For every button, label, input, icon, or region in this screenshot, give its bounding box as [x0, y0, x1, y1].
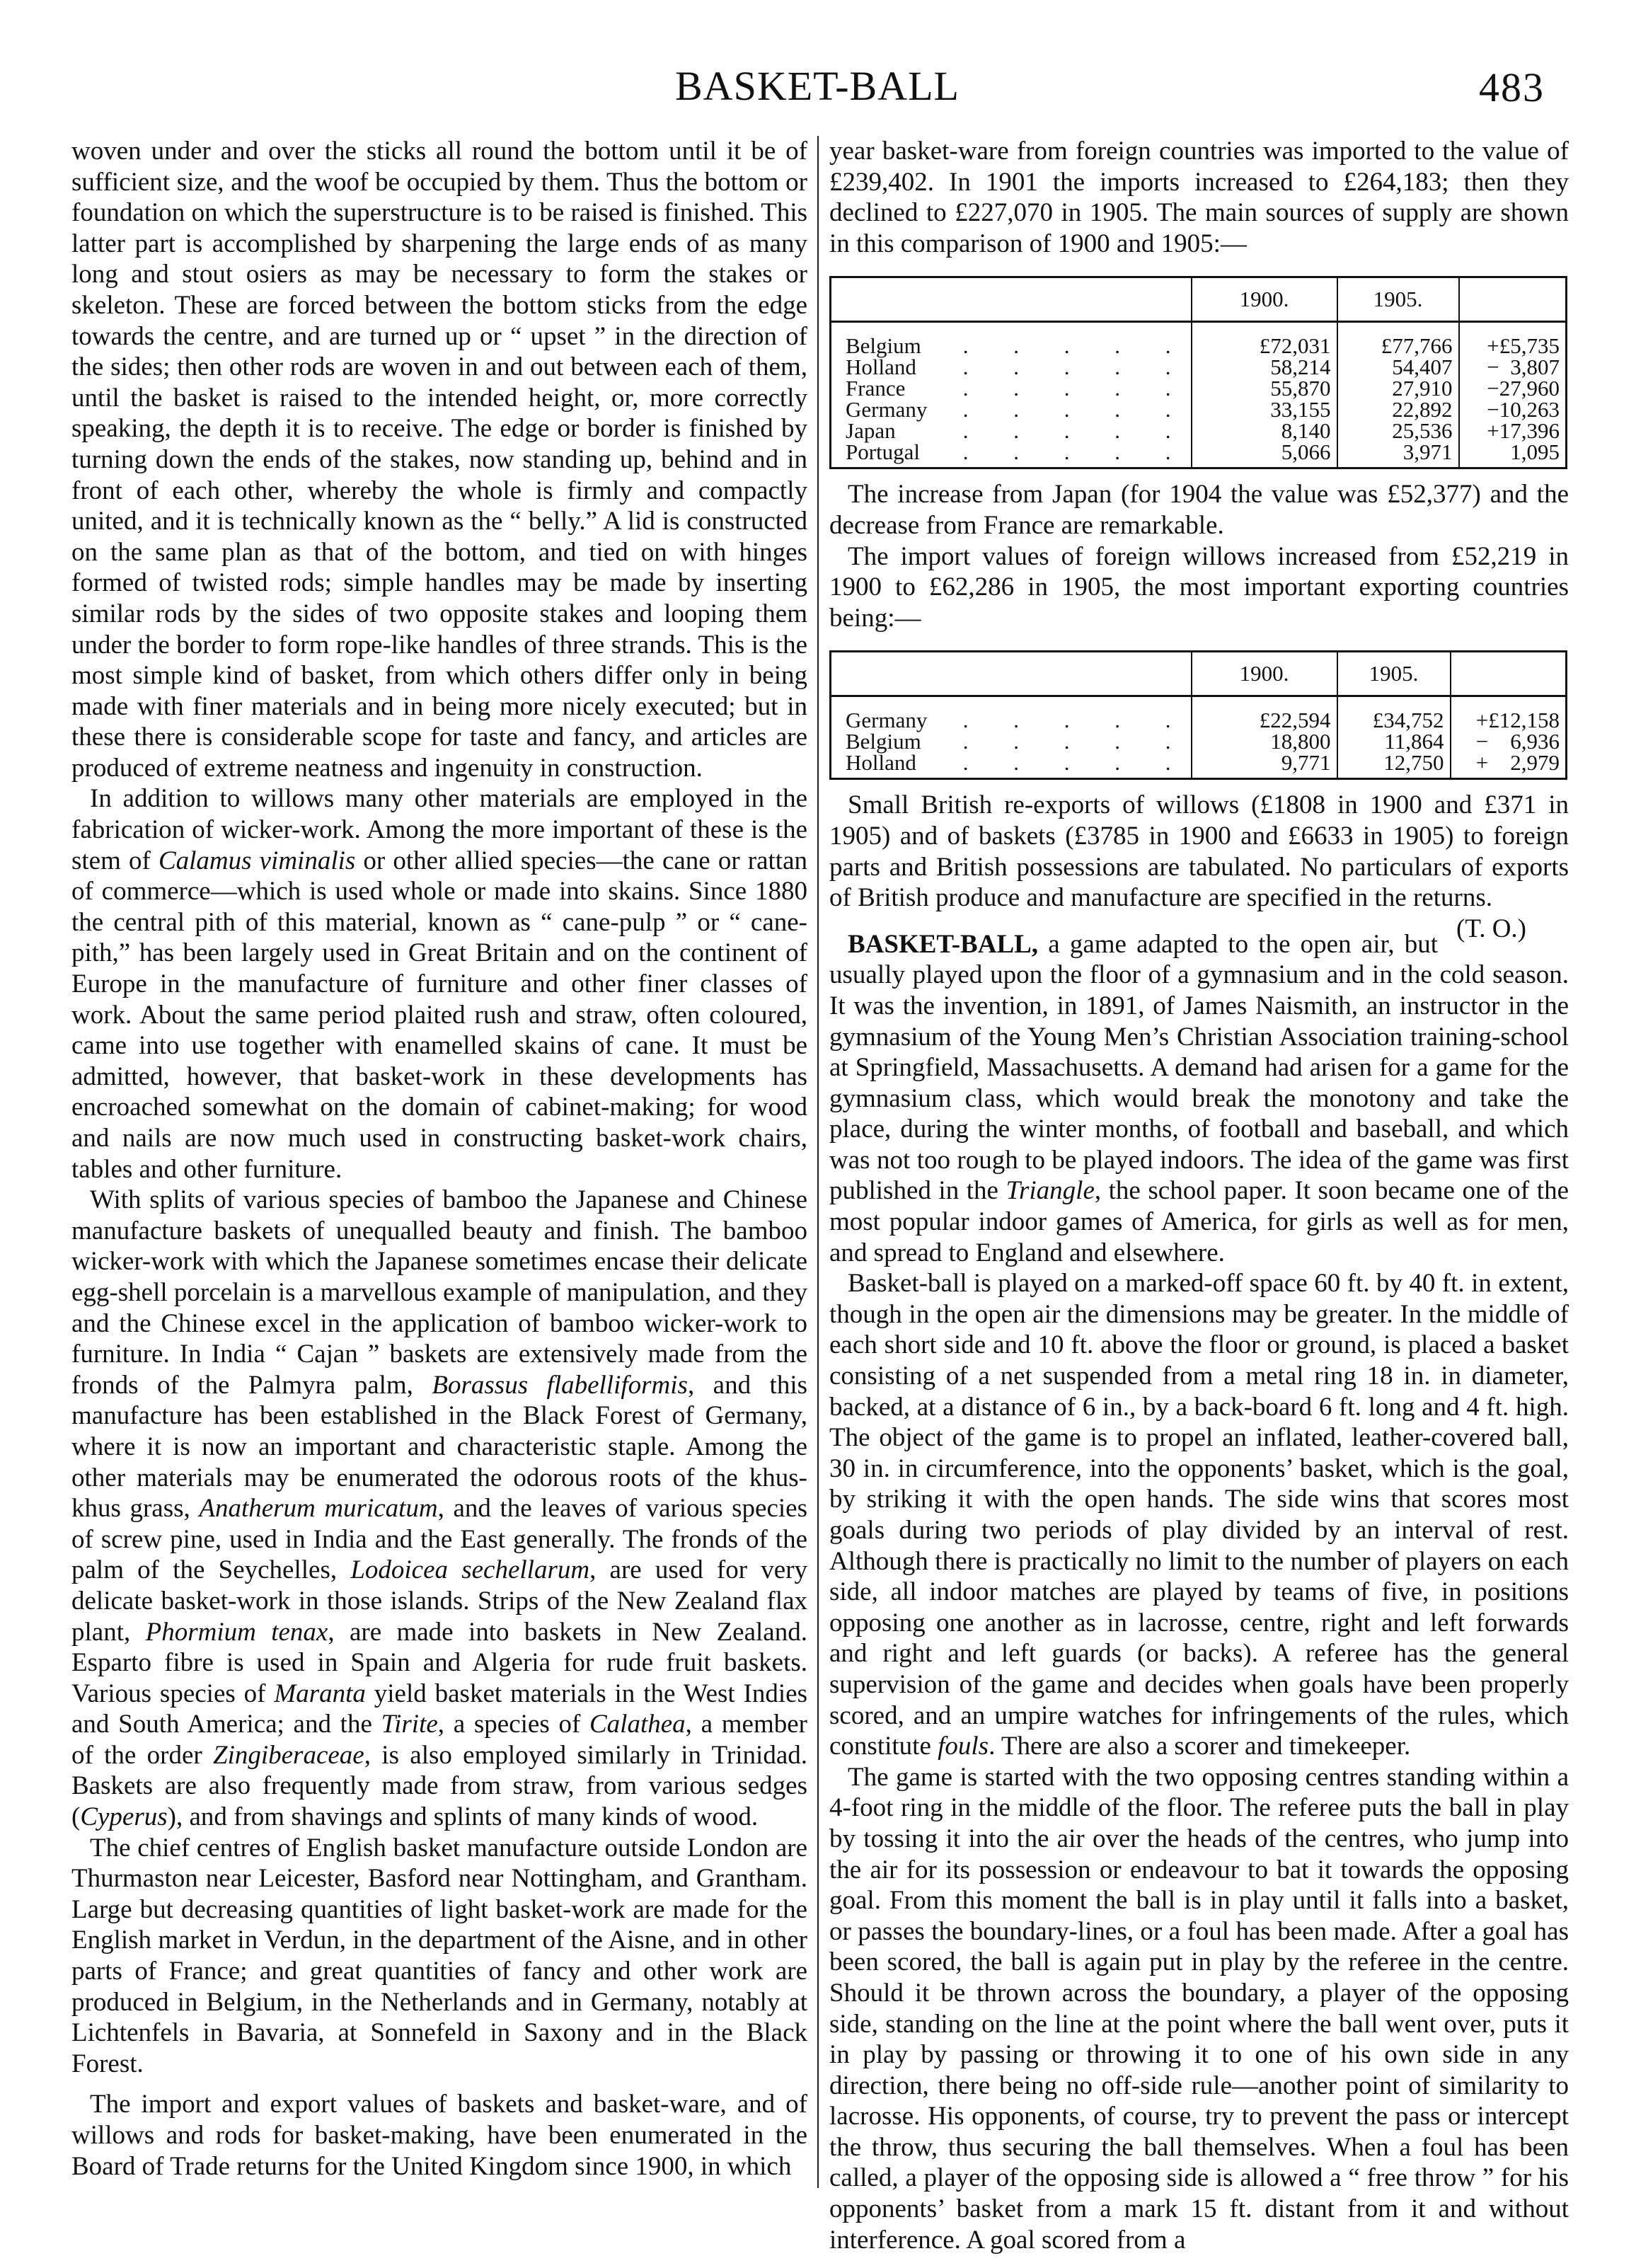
country-cell: Belgium . . . . .	[846, 333, 1191, 359]
country-cell: France . . . . .	[846, 376, 1191, 401]
italic-term: fouls	[938, 1732, 989, 1761]
value-cell: 18,800	[1192, 731, 1337, 752]
column-header: 1900.	[1192, 277, 1337, 322]
basketware-imports-table	[829, 276, 1567, 469]
italic-term: Cyperus	[80, 1802, 168, 1832]
text-run: With splits of various species of bamboo the Japanese and Chinese manufacture baskets of unequalled beauty and finish. The bamboo wicker-work with which the Japanese sometimes encase their delicate egg-shell porcelain is a marvellous example of manipulation, and they and the Chinese excel in the application of bamboo wicker-work to furniture. In India “ Cajan ” baskets are extensively made from the fronds of the Palmyra palm,	[71, 1185, 807, 1400]
leader-dots: . . . . .	[938, 333, 1191, 359]
table-row	[831, 322, 1567, 357]
value-cell: £22,594	[1192, 696, 1337, 732]
leader-dots: . . . . .	[938, 418, 1191, 444]
value-cell: 27,910	[1337, 378, 1459, 399]
value-cell: £34,752	[1337, 696, 1451, 732]
article-paragraph	[829, 1268, 1569, 1762]
text-run: , is also employed similarly in Trinidad. Baskets are also frequently made from straw, from various sedges (	[71, 1740, 807, 1832]
willow-imports-table	[829, 650, 1567, 780]
column-header	[831, 277, 1192, 322]
value-cell: 11,864	[1337, 731, 1451, 752]
value-cell: −27,960	[1459, 378, 1567, 399]
value-cell: 25,536	[1337, 420, 1459, 442]
text-run: or other allied species—the cane or rattan of commerce—which is used whole or made into skains. Since 1880 the central pith of this material, known as “ cane-pulp ” or “ cane-pith,” has been largely used in Great Britain and on the continent of Europe in the manufacture of furniture and other finer classes of work. About the same period plaited rush and straw, often coloured, came into use together with enamelled skains of cane. It must be admitted, however, that basket-work in these developments has encroached somewhat on the domain of cabinet-making; for wood and nails are now much used in constructing basket-work chairs, tables and other furniture.	[71, 846, 807, 1184]
running-title: BASKET-BALL	[675, 63, 960, 109]
country-cell: Portugal . . . . .	[846, 439, 1191, 465]
value-cell: +17,396	[1459, 420, 1567, 442]
value-cell: £72,031	[1192, 322, 1337, 357]
value-cell: + 2,979	[1451, 752, 1567, 779]
trade-intro: The import and export values of baskets and basket-ware, and of willows and rods for basket-making, have been enumerated in the Board of Trade returns for the United Kingdom since 1900, in which	[71, 2090, 807, 2181]
italic-term: Lodoicea sechellarum	[350, 1555, 590, 1585]
table-row	[831, 752, 1567, 779]
value-cell: £77,766	[1337, 322, 1459, 357]
left-column	[71, 136, 807, 2182]
table-header-row	[831, 277, 1567, 322]
willows-note: The import values of foreign willows increased from £52,219 in 1900 to £62,286 in 1905, the most important exporting countries being:—	[829, 541, 1569, 633]
value-cell: 12,750	[1337, 752, 1451, 779]
table-row	[831, 378, 1567, 399]
country-cell: Holland . . . . .	[846, 750, 1191, 776]
leader-dots: . . . . .	[938, 355, 1191, 380]
italic-term: Tirite	[381, 1710, 438, 1739]
table-row	[831, 731, 1567, 752]
column-divider	[817, 136, 819, 2188]
value-cell: +£12,158	[1451, 696, 1567, 732]
country-cell: Germany . . . . .	[846, 397, 1191, 422]
text-run: . There are also a scorer and timekeeper.	[989, 1732, 1411, 1761]
leader-dots: . . . . .	[938, 729, 1191, 754]
value-cell: 33,155	[1192, 399, 1337, 420]
column-header	[1459, 277, 1567, 322]
country-cell: Japan . . . . .	[846, 418, 1191, 444]
text-run: , are made into baskets in New Zealand. Esparto fibre is used in Spain and Algeria for rude fruit baskets. Various species of	[71, 1617, 807, 1708]
column-header: 1905.	[1337, 277, 1459, 322]
paragraph	[71, 1833, 807, 2080]
leader-dots: . . . . .	[938, 750, 1191, 776]
text-run: , the school paper. It soon became one of the most popular indoor games of America, for girls as well as for men, and spread to England and elsewhere.	[829, 1176, 1569, 1267]
paragraph	[71, 136, 807, 783]
value-cell: 5,066	[1192, 442, 1337, 468]
text-run: , are used for very delicate basket-work in those islands. Strips of the New Zealand flax plant,	[71, 1555, 808, 1647]
article-paragraph	[829, 1762, 1569, 2256]
page-number: 483	[1479, 64, 1545, 110]
text-run: Basket-ball is played on a marked-off space 60 ft. by 40 ft. in extent, though in the open air the dimensions may be greater. In the middle of each short side and 10 ft. above the floor or ground, is placed a basket consisting of a net suspended from a metal ring 18 in. in diameter, backed, at a distance of 6 in., by a back-board 6 ft. long and 4 ft. high. The object of the game is to propel an inflated, leather-covered ball, 30 in. in circumference, into the opponents’ basket, which is the goal, by striking it with the open hands. The side wins that scores most goals during two periods of play divided by an interval of rest. Although there is practically no limit to the number of players on each side, all indoor matches are played by teams of five, in positions opposing one another as in lacrosse, centre, right and left forwards and right and left guards (or backs). A referee has the general supervision of the game and decides when goals have been properly scored, and an umpire watches for infringements of the rules, which constitute	[829, 1269, 1569, 1761]
italic-term: Phormium tenax	[145, 1617, 328, 1647]
text-run: , a member of the order	[71, 1710, 807, 1770]
value-cell: −10,263	[1459, 399, 1567, 420]
text-run: In addition to willows many other materials are employed in the fabrication of wicker-work. Among the more important of these is the stem of	[71, 784, 807, 875]
author-initials: (T. O.)	[1456, 914, 1526, 943]
article-paragraph	[829, 929, 1569, 1269]
italic-term: Zingiberaceae	[213, 1740, 364, 1770]
column-header: 1905.	[1337, 652, 1451, 696]
table-row	[831, 442, 1567, 468]
italic-term: Anatherum muricatum	[199, 1494, 438, 1524]
text-run: , and this manufacture has been established in the Black Forest of Germany, where it is now an important and characteristic staple. Among the other materials may be enumerated the odorous roots of the khus-khus grass,	[71, 1370, 807, 1524]
table-header-row	[831, 652, 1567, 696]
table-row	[831, 399, 1567, 420]
leader-dots: . . . . .	[938, 708, 1191, 733]
article-text	[829, 930, 1569, 1267]
text-run: a game adapted to the open air, but usually played upon the floor of a gymnasium and in the cold season. It was the invention, in 1891, of James Naismith, an instructor in the gymnasium of the Young Men’s Christian Association training-school at Springfield, Massachusetts. A demand had arisen for a game for the gymnasium class, which would break the monotony and take the place, during the winter months, of football and baseball, and which was not too rough to be played indoors. The idea of the game was first published in the	[829, 929, 1569, 1206]
article-headword: BASKET-BALL,	[848, 929, 1039, 959]
table-row	[831, 420, 1567, 442]
text-run: , and the leaves of various species of screw pine, used in India and the East generally. The fronds of the palm of the Seychelles,	[71, 1494, 807, 1585]
column-header	[831, 652, 1192, 696]
leader-dots: . . . . .	[938, 376, 1191, 401]
country-cell: Germany . . . . .	[846, 708, 1191, 733]
value-cell: 9,771	[1192, 752, 1337, 779]
value-cell: 54,407	[1337, 357, 1459, 378]
table-row	[831, 357, 1567, 378]
italic-term: Maranta	[274, 1679, 366, 1708]
italic-term: Borassus flabelliformis	[432, 1370, 688, 1400]
value-cell: 55,870	[1192, 378, 1337, 399]
trade-continuation: year basket-ware from foreign countries was imported to the value of £239,402. In 1901 the imports increased to £264,183; then they declined to £227,070 in 1905. The main sources of supply are shown in this comparison of 1900 and 1905:—	[829, 137, 1569, 258]
paragraph	[71, 1185, 807, 1832]
right-column	[829, 136, 1569, 2255]
value-cell: 3,971	[1337, 442, 1459, 468]
country-cell: Holland . . . . .	[846, 355, 1191, 380]
value-cell: − 6,936	[1451, 731, 1567, 752]
text-run: The chief centres of English basket manufacture outside London are Thurmaston near Leicester, Basford near Nottingham, and Grantham. Large but decreasing quantities of light basket-work are made for the English market in Verdun, in the department of the Aisne, and in other parts of France; and great quantities of fancy and other work are produced in Belgium, in the Netherlands and in Germany, notably at Lichtenfels in Bavaria, at Sonnefeld in Saxony and in the Black Forest.	[71, 1833, 807, 2078]
japan-note: The increase from Japan (for 1904 the value was £52,377) and the decrease from France are remarkable.	[829, 480, 1569, 540]
country-cell: Belgium . . . . .	[846, 729, 1191, 754]
text-run: yield basket materials in the West Indies and South America; and the	[71, 1679, 807, 1739]
italic-term: Triangle	[1006, 1176, 1095, 1206]
leader-dots: . . . . .	[938, 397, 1191, 422]
paragraph	[71, 783, 807, 1185]
value-cell: 1,095	[1459, 442, 1567, 468]
value-cell: +£5,735	[1459, 322, 1567, 357]
value-cell: − 3,807	[1459, 357, 1567, 378]
reexports-text: Small British re-exports of willows (£1808 in 1900 and £371 in 1905) and of baskets (£3785 in 1900 and £6633 in 1905) to foreign parts and British possessions are tabulated. No particulars of exports of British produce and manufacture are specified in the returns.	[829, 790, 1569, 913]
value-cell: 22,892	[1337, 399, 1459, 420]
text-run: , a species of	[437, 1710, 589, 1739]
column-header	[1451, 652, 1567, 696]
value-cell: 8,140	[1192, 420, 1337, 442]
italic-term: Calamus viminalis	[158, 846, 356, 875]
text-run: The game is started with the two opposing centres standing within a 4-foot ring in the middle of the floor. The referee puts the ball in play by tossing it into the air over the heads of the centres, who jump into the air for its possession or endeavour to bat it towards the opposing goal. From this moment the ball is in play until it falls into a basket, or passes the boundary-lines, or a foul has been made. After a goal has been scored, the ball is again put in play by the referee in the centre. Should it be thrown across the boundary, a player of the opposing side, standing on the line at the point where the ball went over, puts it in play by passing or throwing it to one of his own side in any direction, there being no off-side rule—another point of similarity to lacrosse. His opponents, of course, try to prevent the pass or intercept the throw, thus securing the ball themselves. When a foul has been called, a player of the opposing side is allowed a “ free throw ” for his opponents’ basket from a mark 15 ft. distant from it and without interference. A goal scored from a	[829, 1762, 1569, 2255]
table-row	[831, 696, 1567, 732]
leader-dots: . . . . .	[938, 439, 1191, 465]
text-run: ), and from shavings and splints of many kinds of wood.	[167, 1802, 759, 1832]
running-header	[0, 62, 1636, 119]
reexports-note	[829, 790, 1569, 943]
text-run: woven under and over the sticks all round the bottom until it be of sufficient size, and the woof be occupied by them. Thus the bottom or foundation on which the superstructure is to be raised is finished. This latter part is accomplished by sharpening the large ends of as many long and stout osiers as may be necessary to form the stakes or skeleton. These are forced between the bottom sticks from the edge towards the centre, and are turned up or “ upset ” in the direction of the sides; then other rods are woven in and out between each of them, until the basket is raised to the intended height, or, more correctly speaking, the depth it is to receive. The edge or border is finished by turning down the ends of the stakes, now standing up, behind and in front of each other, whereby the whole is firmly and compactly united, and it is technically known as the “ belly.” A lid is constructed on the same plan as that of the bottom, and tied on with hinges formed of twisted rods; simple handles may be made by inserting similar rods by the sides of two opposite stakes and looping them under the border to form rope-like handles of three strands. This is the most simple kind of basket, from which others differ only in being made with finer materials and in being more nicely executed; but in these there is considerable scope for taste and fancy, and articles are produced of extreme neatness and ingenuity in construction.	[71, 137, 807, 783]
italic-term: Calathea	[589, 1710, 686, 1739]
column-header: 1900.	[1192, 652, 1337, 696]
value-cell: 58,214	[1192, 357, 1337, 378]
